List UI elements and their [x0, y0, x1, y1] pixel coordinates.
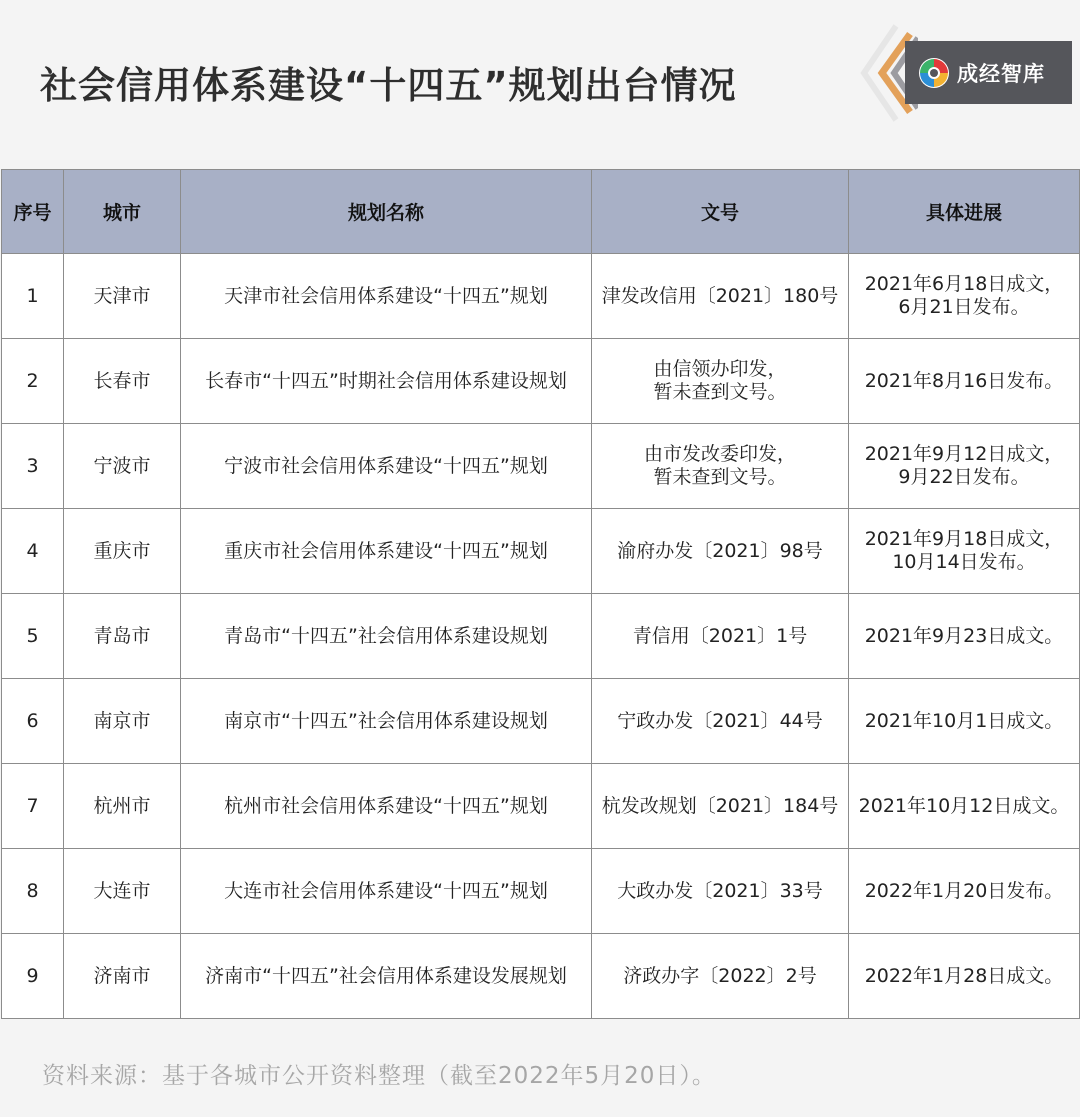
cell-city: 长春市: [64, 339, 181, 424]
cell-city: 大连市: [64, 849, 181, 934]
cell-progress-line: 2021年6月18日成文，: [864, 273, 1064, 295]
cell-progress-line: 6月21日发布。: [898, 296, 1030, 318]
cell-doc: [592, 424, 849, 509]
cell-city: 济南市: [64, 934, 181, 1019]
cell-no: 8: [2, 849, 64, 934]
cell-plan: 济南市“十四五”社会信用体系建设发展规划: [181, 934, 592, 1019]
cell-doc-line: 杭发改规划〔2021〕184号: [601, 794, 839, 817]
cell-doc: [592, 764, 849, 849]
cell-doc-line: 暂未查到文号。: [653, 381, 787, 403]
cell-doc-line: 由市发改委印发，: [643, 443, 796, 465]
page-title: 社会信用体系建设“十四五”规划出台情况: [40, 64, 737, 107]
cell-plan: 大连市社会信用体系建设“十四五”规划: [181, 849, 592, 934]
cell-no: 5: [2, 594, 64, 679]
table-row: [2, 509, 1080, 594]
cell-doc-line: 济政办字〔2022〕2号: [623, 964, 817, 987]
cell-progress: [849, 679, 1080, 764]
cell-no: 7: [2, 764, 64, 849]
cell-city: 重庆市: [64, 509, 181, 594]
cell-city: 杭州市: [64, 764, 181, 849]
cell-city: 青岛市: [64, 594, 181, 679]
cell-plan: 天津市社会信用体系建设“十四五”规划: [181, 254, 592, 339]
cell-doc-line: 宁政办发〔2021〕44号: [617, 709, 823, 732]
plan-table: [1, 169, 1080, 1019]
cell-doc: [592, 679, 849, 764]
cell-progress-line: 2021年10月1日成文。: [864, 709, 1064, 732]
cell-plan: 长春市“十四五”时期社会信用体系建设规划: [181, 339, 592, 424]
cell-progress: [849, 934, 1080, 1019]
cell-no: 4: [2, 509, 64, 594]
cell-progress-line: 2021年9月23日成文。: [864, 624, 1064, 647]
header-plan: 规划名称: [181, 170, 592, 254]
cell-doc: [592, 254, 849, 339]
cell-progress: [849, 339, 1080, 424]
cell-progress: [849, 594, 1080, 679]
cell-doc: [592, 934, 849, 1019]
brand-badge: [905, 41, 1072, 104]
cell-progress-line: 9月22日发布。: [898, 466, 1030, 488]
cell-doc: [592, 849, 849, 934]
table-row: [2, 339, 1080, 424]
cell-plan: 青岛市“十四五”社会信用体系建设规划: [181, 594, 592, 679]
table-row: [2, 934, 1080, 1019]
cell-no: 1: [2, 254, 64, 339]
table-row: [2, 594, 1080, 679]
cell-city: 宁波市: [64, 424, 181, 509]
cell-progress-line: 2021年9月12日成文，: [864, 443, 1064, 465]
cell-progress: [849, 764, 1080, 849]
cell-progress: [849, 849, 1080, 934]
cell-no: 2: [2, 339, 64, 424]
cell-progress-line: 2021年10月12日成文。: [858, 794, 1070, 817]
cell-progress-line: 10月14日发布。: [892, 551, 1036, 573]
cell-plan: 南京市“十四五”社会信用体系建设规划: [181, 679, 592, 764]
header-no: 序号: [2, 170, 64, 254]
cell-plan: 宁波市社会信用体系建设“十四五”规划: [181, 424, 592, 509]
cell-progress-line: 2021年9月18日成文，: [864, 528, 1064, 550]
source-note: 资料来源：基于各城市公开资料整理（截至2022年5月20日）。: [42, 1063, 716, 1089]
table-row: [2, 254, 1080, 339]
cell-doc-line: 暂未查到文号。: [653, 466, 787, 488]
cell-doc-line: 津发改信用〔2021〕180号: [601, 284, 839, 307]
cell-no: 9: [2, 934, 64, 1019]
cell-city: 天津市: [64, 254, 181, 339]
header-city: 城市: [64, 170, 181, 254]
cell-doc-line: 青信用〔2021〕1号: [632, 624, 808, 647]
brand-name: 成经智库: [957, 61, 1045, 86]
cell-progress-line: 2022年1月20日发布。: [864, 879, 1064, 902]
table-row: [2, 679, 1080, 764]
cell-progress-line: 2021年8月16日发布。: [864, 369, 1064, 392]
table-row: [2, 764, 1080, 849]
cell-doc-line: 大政办发〔2021〕33号: [617, 879, 823, 902]
cell-city: 南京市: [64, 679, 181, 764]
header-doc: 文号: [592, 170, 849, 254]
cell-progress: [849, 254, 1080, 339]
table-row: [2, 849, 1080, 934]
cell-no: 6: [2, 679, 64, 764]
cell-progress: [849, 509, 1080, 594]
header-progress: 具体进展: [849, 170, 1080, 254]
cell-doc: [592, 339, 849, 424]
table-row: [2, 424, 1080, 509]
cell-progress: [849, 424, 1080, 509]
cell-no: 3: [2, 424, 64, 509]
cell-plan: 重庆市社会信用体系建设“十四五”规划: [181, 509, 592, 594]
cell-doc-line: 渝府办发〔2021〕98号: [617, 539, 823, 562]
swirl-logo-icon: [917, 56, 951, 90]
cell-plan: 杭州市社会信用体系建设“十四五”规划: [181, 764, 592, 849]
cell-doc: [592, 509, 849, 594]
cell-progress-line: 2022年1月28日成文。: [864, 964, 1064, 987]
table-header-row: [2, 170, 1080, 254]
cell-doc-line: 由信领办印发，: [653, 358, 787, 380]
cell-doc: [592, 594, 849, 679]
